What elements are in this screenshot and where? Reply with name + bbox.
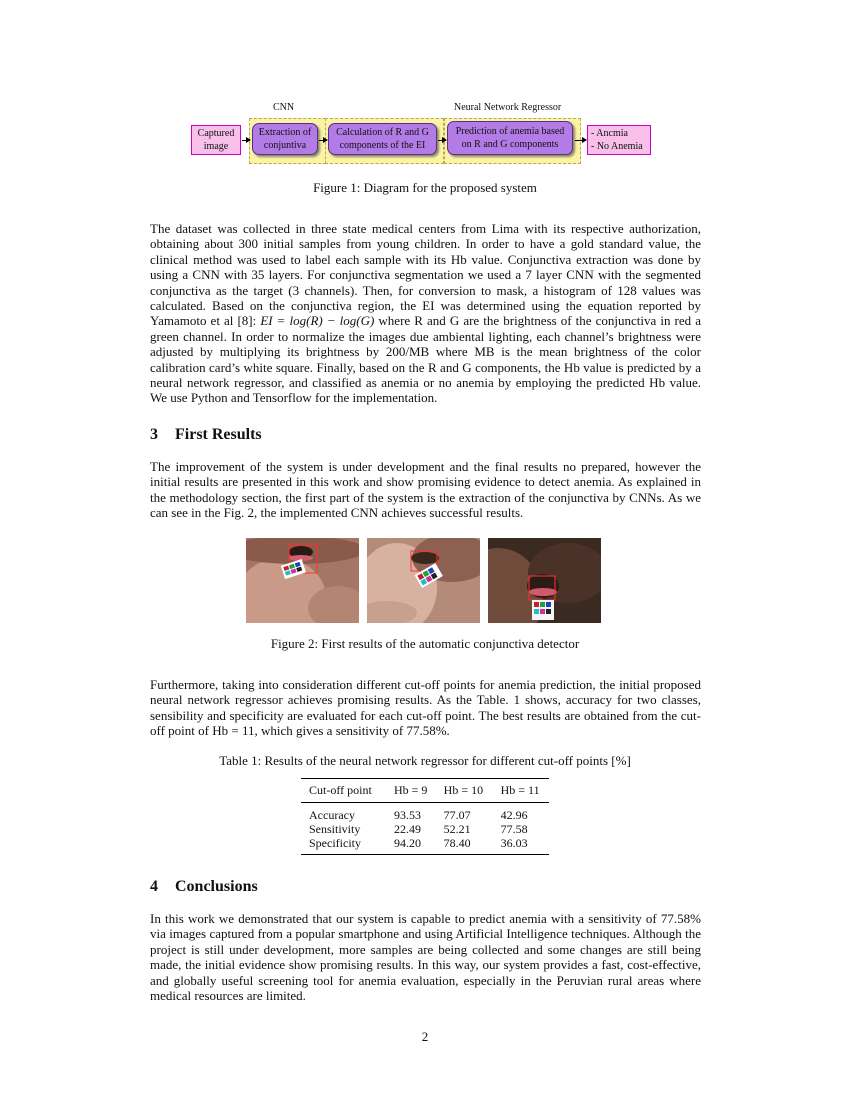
ei-equation: EI = log(R) − log(G) [260, 313, 375, 329]
figure2-caption: Figure 2: First results of the automatic conjunctiva detector [270, 636, 580, 651]
table-cell: Specificity [301, 836, 386, 855]
extraction-box: Extraction of conjuntiva [252, 123, 318, 155]
paragraph-conclusions: In this work we demonstrated that our system is capable to predict anemia with a sensitivity of 77.58% via images captured from a popular smartphone and using Artificial Intelligence techniques. Although the project is still under development, more samples are being collected and some changes are still being made, the initial evidence show promising results. In this way, our system provides a fast, cost-effective, and globally useful screening tool for anemia evaluation, especially in the Peruvian rural areas where medical resources are limited. [150, 911, 701, 1004]
table-cell: 36.03 [493, 836, 549, 855]
table-cell: 22.49 [393, 822, 421, 836]
page-number: 2 [421, 1029, 429, 1044]
table-header-cell: Hb = 10 [436, 779, 493, 803]
arrow-4 [575, 140, 586, 141]
table-cell: 77.07 [443, 808, 471, 822]
table-row [301, 803, 549, 823]
results-table [301, 778, 549, 855]
table-row [301, 822, 549, 836]
figure1-caption: Figure 1: Diagram for the proposed system [313, 180, 537, 195]
table-cell: Accuracy [309, 808, 355, 822]
conjunctiva-photo-1 [246, 538, 359, 623]
section-heading-conclusions: 4 Conclusions [150, 878, 258, 895]
table-cell: Sensitivity [309, 822, 361, 836]
table-header-cell: Hb = 9 [386, 779, 436, 803]
table-cell: 94.20 [386, 836, 436, 855]
table-row [301, 836, 549, 855]
table-cell: 78.40 [436, 836, 493, 855]
table-cell: 42.96 [500, 808, 528, 822]
table-cell: 52.21 [443, 822, 471, 836]
table-header-row [301, 779, 549, 803]
conjunctiva-photo-2 [367, 538, 480, 623]
table-cell: 93.53 [393, 808, 421, 822]
conjunctiva-photo-3 [488, 538, 601, 623]
table-header-cell: Hb = 11 [493, 779, 549, 803]
table1-caption: Table 1: Results of the neural network regressor for different cut-off points [%] [219, 753, 631, 768]
captured-image-box: Captured image [191, 125, 241, 155]
cnn-label: CNN [273, 102, 295, 113]
paragraph-cutoff: Furthermore, taking into consideration different cut-off points for anemia prediction, the initial proposed neural network regressor achieves promising results. As the Table. 1 shows, accuracy for two classes, sensibility and specificity are evaluated for each cut-off point. The best results are obtained from the cut-off point of Hb = 11, which gives a sensitivity of 77.58%. [150, 677, 701, 739]
arrow-3 [438, 140, 446, 141]
table-header-cell: Cut-off point [301, 779, 386, 803]
table-cell: 77.58 [500, 822, 528, 836]
arrow-2 [319, 140, 327, 141]
prediction-box: Prediction of anemia based on R and G components [447, 121, 573, 155]
paragraph-first-results: The improvement of the system is under development and the final results no prepared, however the initial results are presented in this work and show promising evidence to detect anemia. As explained in the methodology section, the first part of the system is the extraction of the conjunctiva by CNNs. As we can see in the Fig. 2, the implemented CNN achieves successful results. [150, 459, 701, 521]
figure1-diagram [185, 98, 665, 168]
section-heading-first-results: 3 First Results [150, 426, 262, 443]
arrow-1 [242, 140, 250, 141]
calculation-box: Calculation of R and G components of the EI [328, 123, 437, 155]
regressor-label: Neural Network Regressor [454, 102, 562, 113]
output-box: - Ancmia - No Anemia [587, 125, 651, 155]
paragraph-methodology: The dataset was collected in three state medical centers from Lima with its respective authorization, obtaining about 300 initial samples from young children. In order to have a gold standard value, the clinical method was used to label each sample with its Hb value. Conjunctiva extraction was done by using a CNN with 35 layers. For conjunctiva segmentation we used a 7 layer CNN with the segmented conjunctiva as the target (3 channels). Then, for conversion to mask, a histogram of 128 values was calculated. Based on the conjunctiva region, the EI was determined using the equation reported by Yamamoto et al [8]: EI = log(R) − log(G) where R and G are the brightness of the conjunctiva in red a green channel. In order to normalize the images due ambiental lighting, each channel’s brightness were adjusted by multiplying its brightness by 200/MB where MB is the mean brightness of the color calibration card’s white square. Finally, based on the R and G components, the Hb value is predicted by a neural network regressor, and classified as anemia or no anemia by employing the predicted Hb value. We use Python and Tensorflow for the implementation. [150, 221, 702, 406]
